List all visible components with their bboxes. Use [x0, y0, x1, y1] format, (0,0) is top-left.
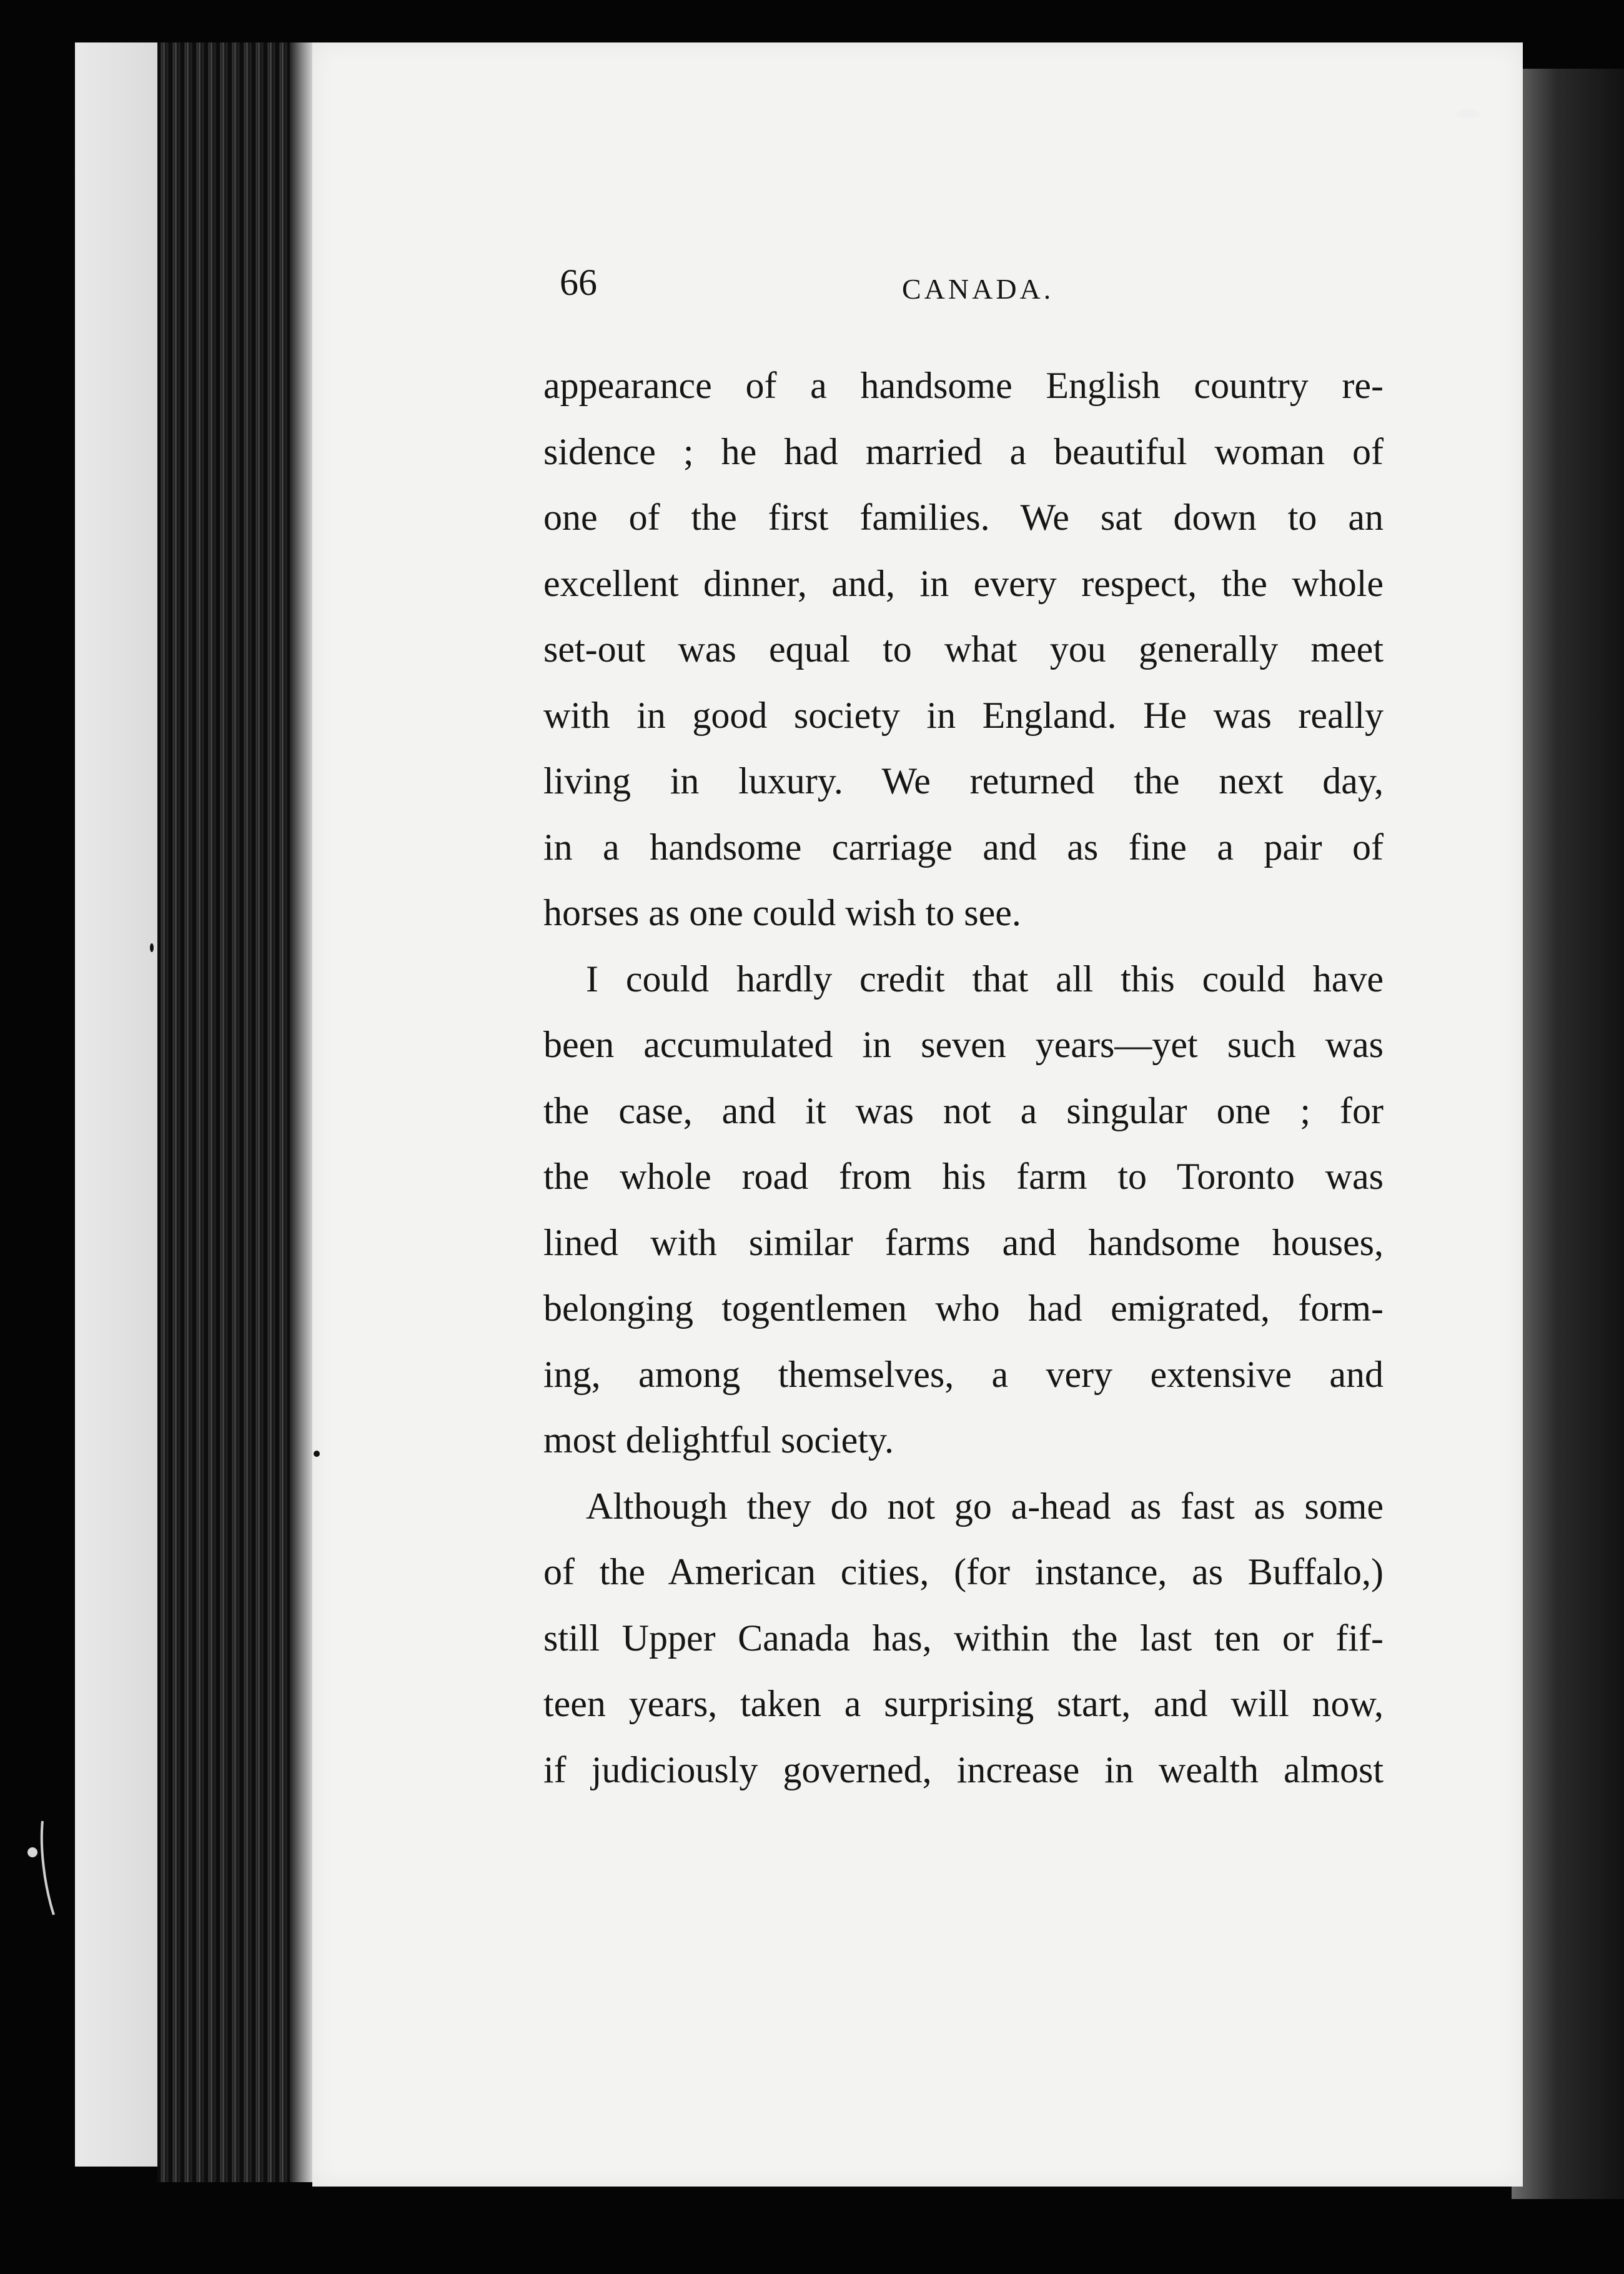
text-line: most delightful society. [543, 1419, 894, 1461]
text-line: if judiciously governed, increase in wealth almost [543, 1749, 1384, 1790]
running-title: CANADA. [902, 273, 1054, 305]
text-line: set-out was equal to what you generally meet [543, 628, 1384, 670]
text-line: in a handsome carriage and as fine a pair of [543, 826, 1384, 868]
text-line: Although they do not go a-head as fast as some [586, 1485, 1384, 1527]
margin-mark [25, 1815, 62, 1921]
text-line: teen years, taken a surprising start, and will now, [543, 1683, 1384, 1724]
text-line: I could hardly credit that all this could have [586, 958, 1384, 1000]
text-line: the whole road from his farm to Toronto was [543, 1156, 1384, 1197]
text-line: one of the first families. We sat down to an [543, 497, 1384, 538]
text-line: lined with similar farms and handsome houses, [543, 1221, 1384, 1263]
text-line: ing, among themselves, a very extensive and [543, 1353, 1384, 1395]
text-line: the case, and it was not a singular one ; for [543, 1090, 1384, 1131]
text-line: still Upper Canada has, within the last ten or fif- [543, 1617, 1384, 1659]
text-line: belonging togentlemen who had emigrated, form- [543, 1288, 1384, 1329]
text-line: sidence ; he had married a beautiful woman of [543, 430, 1384, 472]
page-edge-stack [157, 42, 312, 2182]
running-head [560, 261, 1384, 317]
text-line: appearance of a handsome English country re- [543, 365, 1384, 406]
text-line: of the American cities, (for instance, as Buffalo,) [543, 1551, 1384, 1592]
scan-speck [1455, 109, 1480, 118]
text-line: excellent dinner, and, in every respect, the whole [543, 562, 1384, 604]
right-page-edge [1512, 69, 1624, 2199]
scan-speck [314, 1451, 320, 1457]
text-line: been accumulated in seven years—yet such was [543, 1024, 1384, 1065]
text-line: with in good society in England. He was really [543, 694, 1384, 736]
scan-speck [150, 943, 154, 952]
text-line: living in luxury. We returned the next day, [543, 760, 1384, 802]
text-line: horses as one could wish to see. [543, 892, 1021, 933]
body-text [543, 353, 1384, 1803]
page-number: 66 [560, 262, 597, 303]
